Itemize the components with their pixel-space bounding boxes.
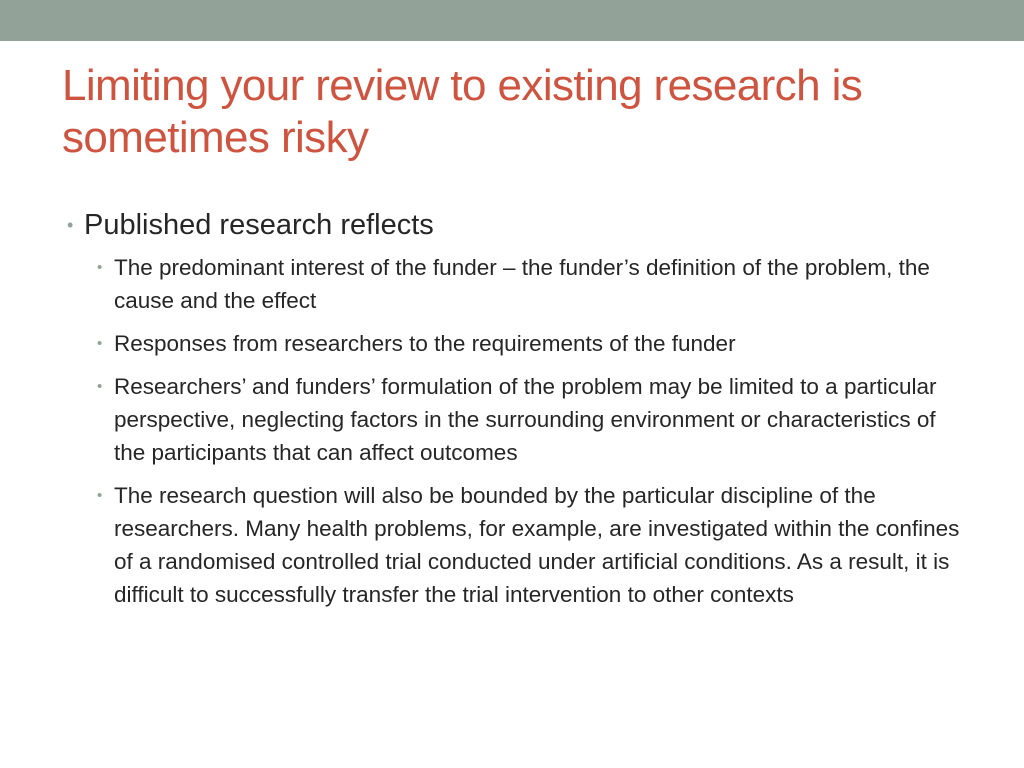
sub-bullet-item xyxy=(97,327,964,360)
bullet-main-point xyxy=(67,205,964,245)
sub-bullet-text: The research question will also be bounded by the particular discipline of the researchers. Many health problems, for example, are investigated within the confines of a randomised controlled trial conducted under artificial conditions. As a result, it is difficult to successfully transfer the trial intervention to other contexts xyxy=(114,483,960,607)
sub-bullet-text: The predominant interest of the funder – the funder’s definition of the problem, the cause and the effect xyxy=(114,255,930,313)
sub-bullet-item xyxy=(97,251,964,317)
bullet-dot-icon: • xyxy=(67,215,74,235)
bullet-dot-icon: • xyxy=(97,259,103,276)
slide-title: Limiting your review to existing research is sometimes risky xyxy=(62,61,863,162)
main-point-text: Published research reflects xyxy=(84,209,434,241)
sub-bullet-item xyxy=(97,370,964,469)
bullet-dot-icon: • xyxy=(97,487,103,504)
slide-body xyxy=(67,205,964,621)
bullet-dot-icon: • xyxy=(97,335,103,352)
sub-bullet-list xyxy=(84,251,964,611)
top-accent-band xyxy=(0,0,1024,41)
sub-bullet-text: Researchers’ and funders’ formulation of the problem may be limited to a particular perspective, neglecting factors in the surrounding environment or characteristics of the participants that can affect outcomes xyxy=(114,374,937,465)
bullet-dot-icon: • xyxy=(97,378,103,395)
sub-bullet-item xyxy=(97,479,964,611)
sub-bullet-text: Responses from researchers to the requirements of the funder xyxy=(114,331,736,356)
